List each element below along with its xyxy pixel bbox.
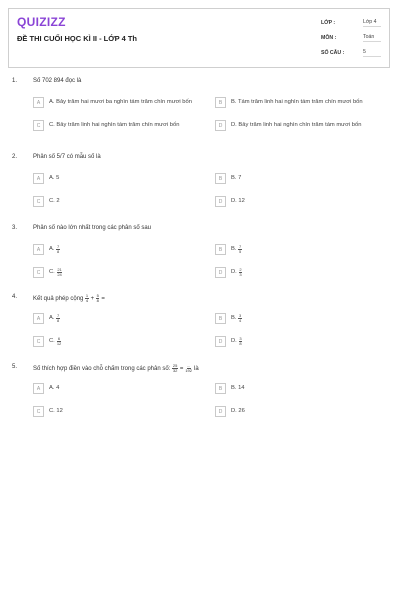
option-label: D. 26 xyxy=(231,408,245,414)
question-number: 5. xyxy=(12,364,18,370)
option-prefix: A. xyxy=(49,246,55,252)
option-letter-box[interactable]: C xyxy=(33,267,44,278)
fraction-numerator: 1 xyxy=(85,293,89,298)
math-operator: + xyxy=(90,295,95,302)
option-letter-box[interactable]: D xyxy=(215,406,226,417)
fraction-numerator: 25 xyxy=(172,363,178,368)
fraction xyxy=(56,245,59,254)
worksheet-title: ĐỀ THI CUỐI HỌC KÌ II - LỚP 4 Th xyxy=(17,34,138,43)
option-letter-box[interactable]: B xyxy=(215,244,226,255)
answer-option-c[interactable] xyxy=(33,267,208,278)
meta-row-class xyxy=(321,15,381,30)
option-label xyxy=(231,268,242,277)
option-label: D. 12 xyxy=(231,198,245,204)
fraction xyxy=(185,364,192,373)
question-number: 4. xyxy=(12,294,18,300)
fraction-denominator: 192 xyxy=(185,368,193,373)
answer-option-c[interactable] xyxy=(33,120,208,131)
fraction-numerator: 7 xyxy=(56,313,60,318)
fraction-denominator: 3 xyxy=(239,272,242,277)
option-letter-box[interactable]: D xyxy=(215,120,226,131)
option-label xyxy=(231,337,242,346)
option-label: B. Tám trăm linh hai nghìn tám trăm chín mươi bốn xyxy=(231,99,363,105)
question-text xyxy=(33,78,81,84)
fraction xyxy=(57,337,61,346)
fraction-denominator: 8 xyxy=(56,318,60,323)
meta-value: 5 xyxy=(363,49,381,57)
meta-label: SỐ CÂU : xyxy=(321,49,345,56)
fraction-denominator: 24 xyxy=(57,272,62,277)
question-text-content: Phân số nào lớn nhất trong các phân số sau xyxy=(33,225,152,231)
option-letter-box[interactable]: A xyxy=(33,383,44,394)
fraction-denominator: 32 xyxy=(172,368,178,373)
option-label xyxy=(231,245,242,254)
option-label xyxy=(49,314,60,323)
option-label: C. 2 xyxy=(49,198,60,204)
option-label: C. 12 xyxy=(49,408,63,414)
option-prefix: C. xyxy=(49,338,55,344)
answer-option-a[interactable] xyxy=(33,383,208,394)
answer-option-a[interactable] xyxy=(33,244,208,255)
fraction-numerator: 6 xyxy=(57,336,61,341)
answer-option-c[interactable] xyxy=(33,406,208,417)
answer-option-d[interactable] xyxy=(215,120,393,131)
quizizz-logo: QUIZIZZ xyxy=(17,15,66,29)
fraction-numerator: 7 xyxy=(238,244,242,249)
worksheet-header xyxy=(8,8,390,68)
answer-option-c[interactable] xyxy=(33,196,208,207)
fraction xyxy=(57,268,62,277)
option-label xyxy=(49,337,61,346)
fraction-denominator: 8 xyxy=(96,298,99,303)
meta-value: Toán xyxy=(363,34,381,42)
question-text xyxy=(33,364,199,373)
question-text-before: Số thích hợp điền vào chỗ chấm trong các phân số: xyxy=(33,365,171,372)
question-number: 1. xyxy=(12,78,18,84)
fraction-denominator: 12 xyxy=(56,341,62,346)
option-letter-box[interactable]: B xyxy=(215,173,226,184)
answer-option-d[interactable] xyxy=(215,196,393,207)
question-text xyxy=(33,294,105,303)
answer-option-d[interactable] xyxy=(215,406,393,417)
meta-label: LỚP : xyxy=(321,19,336,26)
question-text-before: Kết quả phép cộng xyxy=(33,295,84,302)
answer-option-a[interactable] xyxy=(33,173,208,184)
option-label: A. 4 xyxy=(49,385,60,391)
question-text-after: là xyxy=(194,365,199,372)
fraction-denominator: 8 xyxy=(239,341,242,346)
fraction-numerator: 21 xyxy=(57,267,62,272)
option-prefix: A. xyxy=(49,315,55,321)
option-label xyxy=(49,268,62,277)
fraction-numerator: 3 xyxy=(238,313,242,318)
answer-option-a[interactable] xyxy=(33,313,208,324)
option-label xyxy=(49,245,60,254)
option-letter-box[interactable]: A xyxy=(33,173,44,184)
option-letter-box[interactable]: C xyxy=(33,120,44,131)
fraction-denominator: 4 xyxy=(85,298,89,303)
option-letter-box[interactable]: B xyxy=(215,97,226,108)
option-letter-box[interactable]: A xyxy=(33,313,44,324)
option-label: A. 5 xyxy=(49,175,60,181)
option-label: C. Bảy trăm linh hai nghìn tám trăm chín mươi bốn xyxy=(49,122,180,128)
question-text xyxy=(33,154,101,160)
fraction-numerator: 2 xyxy=(239,267,242,272)
fraction xyxy=(239,337,242,346)
fraction xyxy=(96,294,99,303)
question-text-content: Phân số 5/7 có mẫu số là xyxy=(33,154,101,160)
option-label: A. Bảy trăm hai mươi ba nghìn tám trăm chín mươi bốn xyxy=(49,99,192,105)
question-text-after: = xyxy=(101,295,105,302)
fraction xyxy=(56,314,59,323)
option-letter-box[interactable]: D xyxy=(215,267,226,278)
math-operator: = xyxy=(179,365,184,372)
option-prefix: C. xyxy=(49,269,55,275)
answer-option-b[interactable] xyxy=(215,97,393,108)
worksheet-meta xyxy=(321,15,381,60)
answer-option-d[interactable] xyxy=(215,267,393,278)
option-letter-box[interactable]: C xyxy=(33,406,44,417)
answer-option-b[interactable] xyxy=(215,173,393,184)
option-letter-box[interactable]: A xyxy=(33,97,44,108)
fraction-denominator: 5 xyxy=(238,249,242,254)
option-letter-box[interactable]: B xyxy=(215,383,226,394)
fraction-numerator: ... xyxy=(187,363,191,368)
option-letter-box[interactable]: A xyxy=(33,244,44,255)
option-label: B. 14 xyxy=(231,385,245,391)
option-label xyxy=(231,314,242,323)
fraction xyxy=(238,245,241,254)
answer-option-b[interactable] xyxy=(215,244,393,255)
option-letter-box[interactable]: D xyxy=(215,336,226,347)
meta-label: MÔN : xyxy=(321,34,337,41)
answer-option-d[interactable] xyxy=(215,336,393,347)
answer-option-b[interactable] xyxy=(215,383,393,394)
answer-option-a[interactable] xyxy=(33,97,208,108)
option-label: B. 7 xyxy=(231,175,242,181)
fraction xyxy=(172,364,177,373)
option-label: D. Bảy trăm linh hai nghìn chín trăm tám mươi bốn xyxy=(231,122,362,128)
option-prefix: B. xyxy=(231,246,237,252)
fraction-numerator: 7 xyxy=(56,244,60,249)
option-letter-box[interactable]: C xyxy=(33,336,44,347)
fraction xyxy=(85,294,88,303)
question-text-content: Số 702 894 đọc là xyxy=(33,78,82,84)
meta-value: Lớp 4 xyxy=(363,19,381,27)
meta-row-count xyxy=(321,45,381,60)
answer-option-b[interactable] xyxy=(215,313,393,324)
meta-row-subject xyxy=(321,30,381,45)
fraction-numerator: 5 xyxy=(96,293,99,298)
question-text xyxy=(33,225,151,231)
question-number: 2. xyxy=(12,154,18,160)
option-prefix: D. xyxy=(231,269,237,275)
fraction-denominator: 4 xyxy=(238,318,242,323)
option-letter-box[interactable]: B xyxy=(215,313,226,324)
fraction xyxy=(239,268,242,277)
fraction xyxy=(238,314,241,323)
answer-option-c[interactable] xyxy=(33,336,208,347)
fraction-denominator: 8 xyxy=(56,249,60,254)
option-letter-box[interactable]: C xyxy=(33,196,44,207)
option-prefix: D. xyxy=(231,338,237,344)
option-letter-box[interactable]: D xyxy=(215,196,226,207)
option-prefix: B. xyxy=(231,315,237,321)
question-number: 3. xyxy=(12,225,18,231)
fraction-numerator: 3 xyxy=(239,336,242,341)
